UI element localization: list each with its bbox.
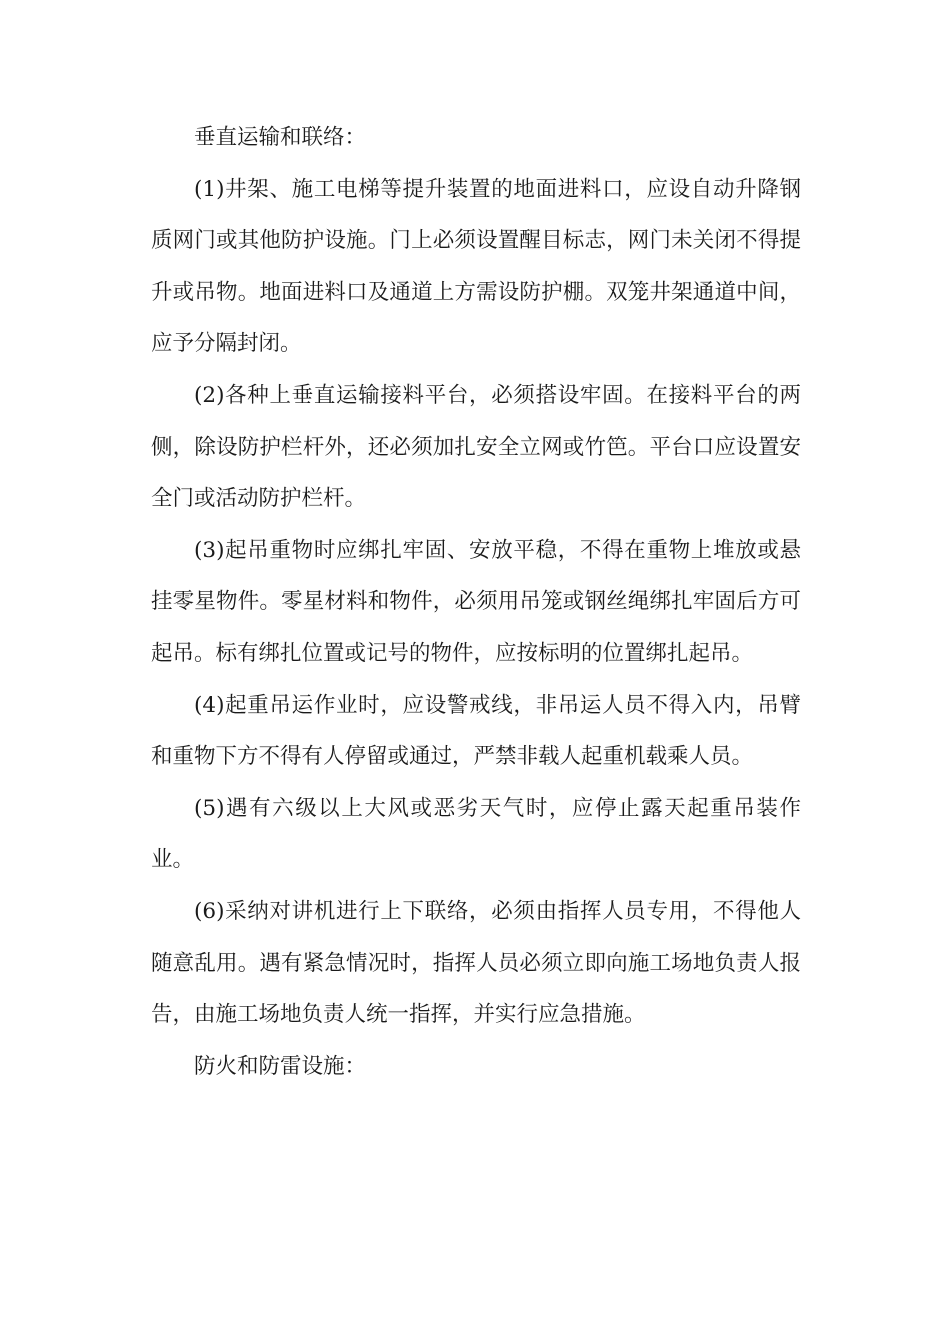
document-body — [151, 112, 801, 1092]
paragraph-item-1: (1)井架、施工电梯等提升装置的地面进料口，应设自动升降钢质网门或其他防护设施。门上必须设置醒目标志，网门未关闭不得提升或吊物。地面进料口及通道上方需设防护棚。双笼井架通道中间，应予分隔封闭。 — [151, 176, 801, 357]
paragraph-item-2: (2)各种上垂直运输接料平台，必须搭设牢固。在接料平台的两侧，除设防护栏杆外，还必须加扎安全立网或竹笆。平台口应设置安全门或活动防护栏杆。 — [151, 382, 801, 512]
paragraph-item-5: (5)遇有六级以上大风或恶劣天气时，应停止露天起重吊装作业。 — [151, 795, 801, 873]
section-heading-fire-lightning: 防火和防雷设施： — [194, 1053, 367, 1079]
paragraph-item-6: (6)采纳对讲机进行上下联络，必须由指挥人员专用，不得他人随意乱用。遇有紧急情况时，指挥人员必须立即向施工场地负责人报告，由施工场地负责人统一指挥，并实行应急措施。 — [151, 898, 801, 1028]
section-heading-vertical-transport: 垂直运输和联络： — [194, 125, 367, 150]
paragraph-item-4: (4)起重吊运作业时，应设警戒线，非吊运人员不得入内，吊臂和重物下方不得有人停留或通过，严禁非载人起重机载乘人员。 — [151, 692, 801, 770]
paragraph-item-3: (3)起吊重物时应绑扎牢固、安放平稳，不得在重物上堆放或悬挂零星物件。零星材料和物件，必须用吊笼或钢丝绳绑扎牢固后方可起吊。标有绑扎位置或记号的物件，应按标明的位置绑扎起吊。 — [151, 537, 801, 666]
